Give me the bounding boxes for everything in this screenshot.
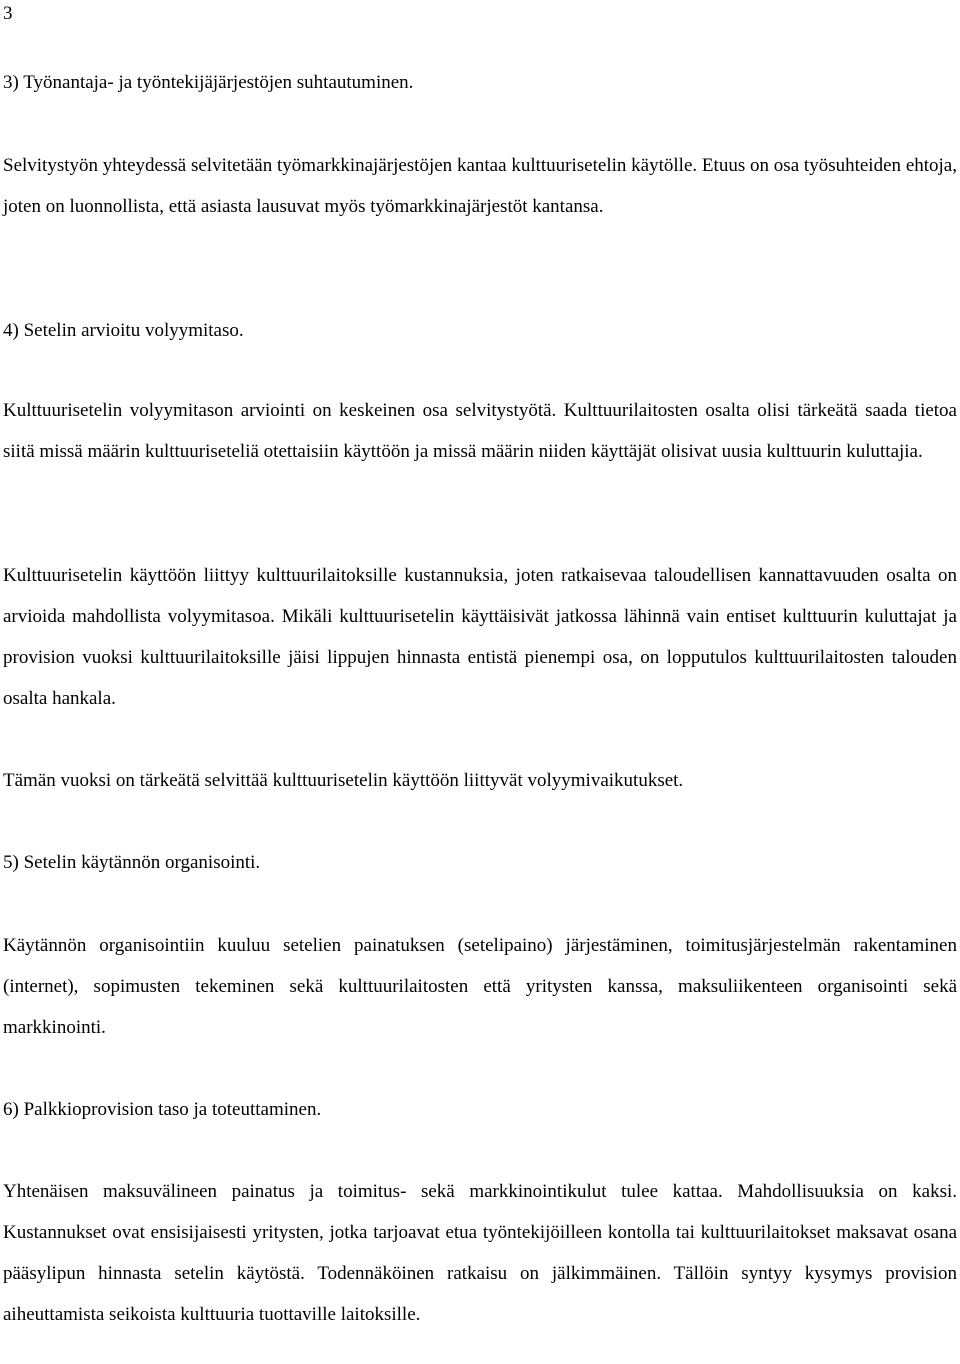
- section-5-heading: 5) Setelin käytännön organisointi.: [3, 852, 261, 873]
- section-3-paragraph: Selvitystyön yhteydessä selvitetään työmarkkinajärjestöjen kantaa kulttuurisetelin käytölle. Etuus on osa työsuhteiden ehtoja, joten on luonnollista, että asiasta lausuvat myös työmarkkinajärjestöt kantansa.: [3, 155, 957, 217]
- section-4-paragraph-1: Kulttuurisetelin volyymitason arviointi on keskeinen osa selvitystyötä. Kulttuurilaitosten osalta olisi tärkeätä saada tietoa siitä missä määrin kulttuuriseteliä otettaisiin käyttöön ja missä määrin niiden käyttäjät olisivat uusia kulttuurin kuluttajia.: [3, 400, 957, 462]
- section-4-paragraph-3: Tämän vuoksi on tärkeätä selvittää kulttuurisetelin käyttöön liittyvät volyymivaikutukset.: [3, 770, 684, 791]
- section-4-paragraph-2: Kulttuurisetelin käyttöön liittyy kulttuurilaitoksille kustannuksia, joten ratkaisevaa taloudellisen kannattavuuden osalta on arvioida mahdollista volyymitasoa. Mikäli kulttuurisetelin käyttäisivät jatkossa lähinnä vain entiset kulttuurin kuluttajat ja provision vuoksi kulttuurilaitoksille jäisi lippujen hinnasta entistä pienempi osa, on lopputulos kulttuurilaitosten talouden osalta hankala.: [3, 565, 957, 709]
- section-6-heading: 6) Palkkioprovision taso ja toteuttaminen.: [3, 1099, 322, 1120]
- section-5-paragraph: Käytännön organisointiin kuuluu setelien painatuksen (setelipaino) järjestäminen, toimitusjärjestelmän rakentaminen (internet), sopimusten tekeminen sekä kulttuurilaitosten että yritysten kanssa, maksuliikenteen organisointi sekä markkinointi.: [3, 935, 957, 1038]
- section-3-heading: 3) Työnantaja- ja työntekijäjärjestöjen suhtautuminen.: [3, 72, 414, 93]
- section-6-paragraph: Yhtenäisen maksuvälineen painatus ja toimitus- sekä markkinointikulut tulee kattaa. Mahdollisuuksia on kaksi. Kustannukset ovat ensisijaisesti yritysten, jotka tarjoavat etua työntekijöilleen kontolla tai kulttuurilaitokset maksavat osana pääsylipun hinnasta setelin käytöstä. Todennäköinen ratkaisu on jälkimmäinen. Tällöin syntyy kysymys provision aiheuttamista seikoista kulttuuria tuottaville laitoksille.: [3, 1181, 957, 1325]
- page-number: 3: [3, 3, 13, 24]
- section-4-heading: 4) Setelin arvioitu volyymitaso.: [3, 320, 244, 341]
